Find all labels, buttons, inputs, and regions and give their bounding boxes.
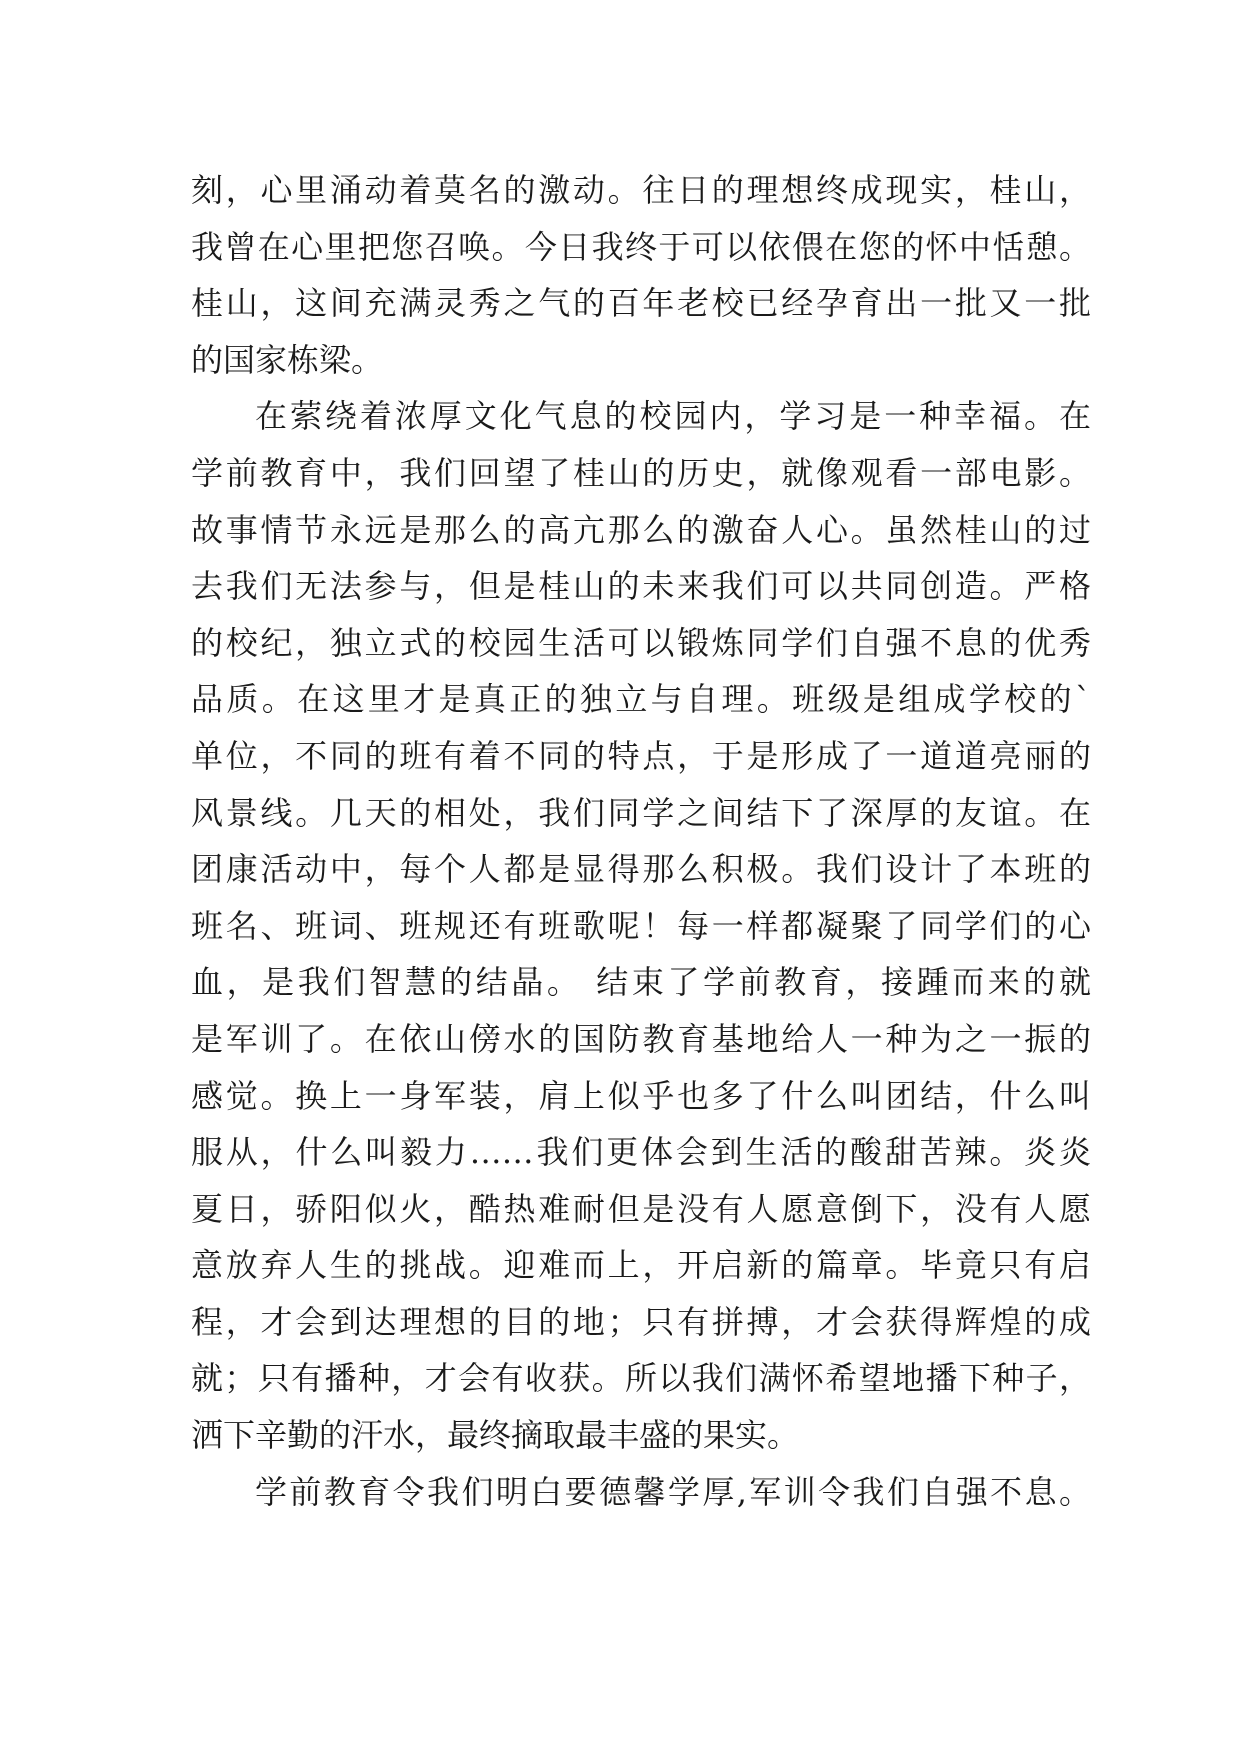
body-text <box>191 162 1091 1520</box>
text-line: 学前教育中，我们回望了桂山的历史，就像观看一部电影。 <box>191 453 1091 492</box>
text-line: 就；只有播种，才会有收获。所以我们满怀希望地播下种子， <box>191 1359 1091 1398</box>
text-line: 意放弃人生的挑战。迎难而上，开启新的篇章。毕竟只有启 <box>191 1246 1091 1285</box>
text-line: 桂山，这间充满灵秀之气的百年老校已经孕育出一批又一批 <box>191 284 1091 323</box>
text-line: 品质。在这里才是真正的独立与自理。班级是组成学校的` <box>191 680 1091 719</box>
text-line: 感觉。换上一身军装，肩上似乎也多了什么叫团结，什么叫 <box>191 1076 1091 1115</box>
text-line: 洒下辛勤的汗水，最终摘取最丰盛的果实。 <box>191 1416 800 1455</box>
text-line: 风景线。几天的相处，我们同学之间结下了深厚的友谊。在 <box>191 793 1091 832</box>
paragraph-start-line: 在萦绕着浓厚文化气息的校园内，学习是一种幸福。在 <box>255 397 1091 436</box>
text-line: 我曾在心里把您召唤。今日我终于可以依偎在您的怀中恬憩。 <box>191 227 1091 266</box>
text-line: 单位，不同的班有着不同的特点，于是形成了一道道亮丽的 <box>191 736 1091 775</box>
text-line: 的校纪，独立式的校园生活可以锻炼同学们自强不息的优秀 <box>191 623 1091 662</box>
text-line: 夏日，骄阳似火，酷热难耐但是没有人愿意倒下，没有人愿 <box>191 1189 1091 1228</box>
text-line: 血，是我们智慧的结晶。 结束了学前教育，接踵而来的就 <box>191 963 1091 1002</box>
text-line: 是军训了。在依山傍水的国防教育基地给人一种为之一振的 <box>191 1019 1091 1058</box>
text-line: 的国家栋梁。 <box>191 340 384 379</box>
text-line: 故事情节永远是那么的高亢那么的激奋人心。虽然桂山的过 <box>191 510 1091 549</box>
text-line: 服从，什么叫毅力……我们更体会到生活的酸甜苦辣。炎炎 <box>191 1133 1091 1172</box>
text-line: 去我们无法参与，但是桂山的未来我们可以共同创造。严格 <box>191 567 1091 606</box>
text-line: 刻，心里涌动着莫名的激动。往日的理想终成现实，桂山， <box>191 171 1091 209</box>
text-line: 班名、班词、班规还有班歌呢！每一样都凝聚了同学们的心 <box>191 906 1091 945</box>
text-line: 团康活动中，每个人都是显得那么积极。我们设计了本班的 <box>191 850 1091 889</box>
paragraph-start-line: 学前教育令我们明白要德馨学厚,军训令我们自强不息。 <box>255 1472 1091 1511</box>
text-line: 程，才会到达理想的目的地；只有拼搏，才会获得辉煌的成 <box>191 1302 1091 1341</box>
